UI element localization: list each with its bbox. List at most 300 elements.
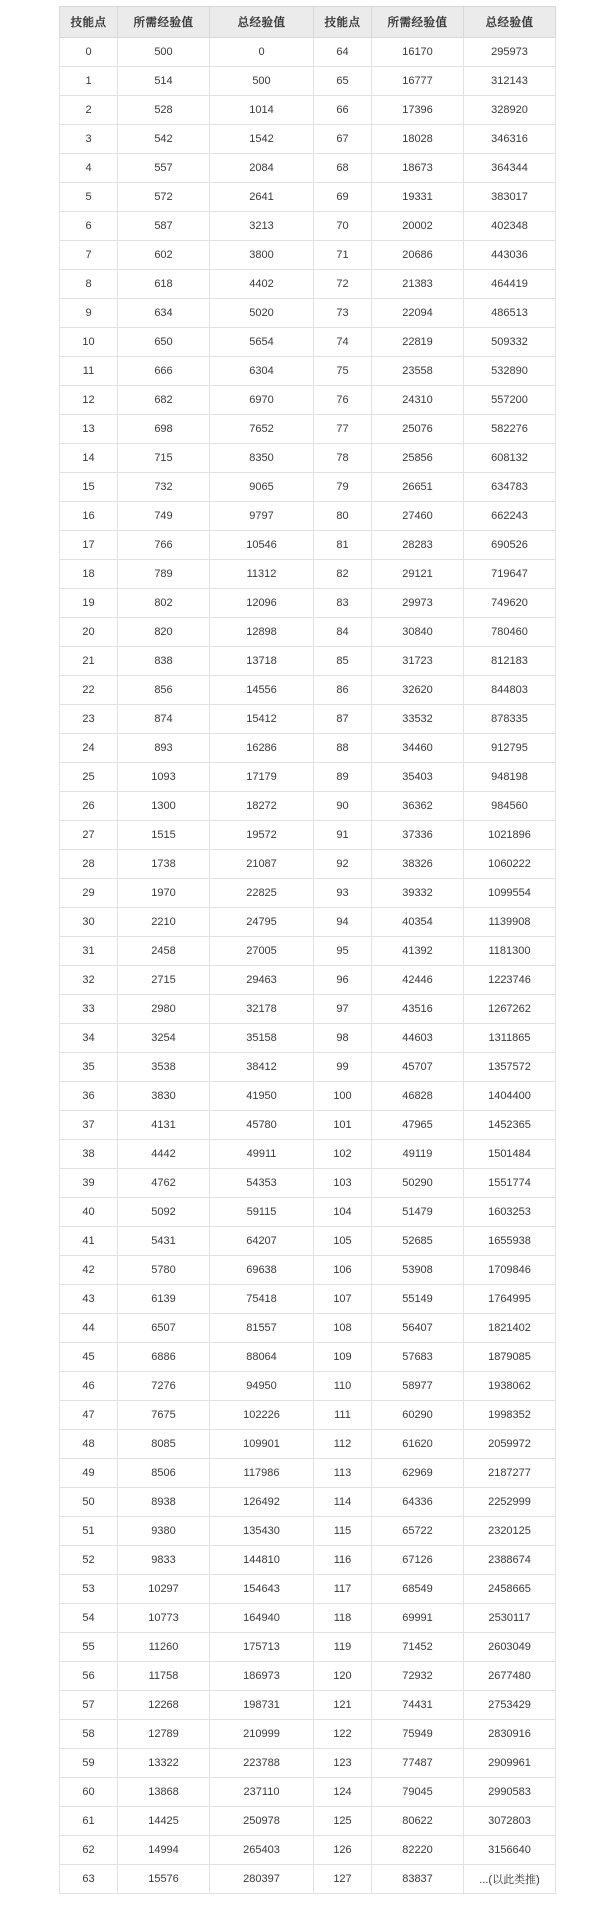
table-cell: 109 [314,1343,372,1372]
table-cell: 65722 [372,1517,464,1546]
table-cell: 80 [314,502,372,531]
table-cell: 83 [314,589,372,618]
table-cell: 43516 [372,995,464,1024]
table-cell: ...(以此类推) [464,1865,556,1894]
table-row [60,1633,556,1662]
table-cell: 94 [314,908,372,937]
table-cell: 17179 [210,763,314,792]
table-cell: 29 [60,879,118,908]
table-cell: 2753429 [464,1691,556,1720]
table-row [60,1169,556,1198]
table-cell: 71452 [372,1633,464,1662]
table-cell: 10546 [210,531,314,560]
table-cell: 19 [60,589,118,618]
table-cell: 557200 [464,386,556,415]
table-cell: 164940 [210,1604,314,1633]
column-header-skill-point-left: 技能点 [60,7,118,38]
table-cell: 1764995 [464,1285,556,1314]
table-cell: 2603049 [464,1633,556,1662]
table-cell: 1603253 [464,1198,556,1227]
table-cell: 16777 [372,67,464,96]
table-cell: 52685 [372,1227,464,1256]
table-cell: 83837 [372,1865,464,1894]
table-row [60,1430,556,1459]
table-cell: 2458665 [464,1575,556,1604]
table-cell: 237110 [210,1778,314,1807]
table-cell: 53908 [372,1256,464,1285]
table-cell: 18028 [372,125,464,154]
table-row [60,1488,556,1517]
table-cell: 39 [60,1169,118,1198]
table-cell: 18673 [372,154,464,183]
table-cell: 20 [60,618,118,647]
table-cell: 4762 [118,1169,210,1198]
table-cell: 1139908 [464,908,556,937]
table-cell: 22 [60,676,118,705]
table-cell: 1223746 [464,966,556,995]
table-cell: 280397 [210,1865,314,1894]
table-cell: 66 [314,96,372,125]
table-cell: 2187277 [464,1459,556,1488]
table-cell: 1014 [210,96,314,125]
table-cell: 6304 [210,357,314,386]
table-cell: 36362 [372,792,464,821]
table-cell: 812183 [464,647,556,676]
table-cell: 364344 [464,154,556,183]
table-cell: 30840 [372,618,464,647]
table-cell: 1404400 [464,1082,556,1111]
table-row [60,531,556,560]
table-cell: 5020 [210,299,314,328]
table-cell: 45780 [210,1111,314,1140]
table-cell: 7675 [118,1401,210,1430]
table-cell: 1357572 [464,1053,556,1082]
table-cell: 8506 [118,1459,210,1488]
table-cell: 6 [60,212,118,241]
table-cell: 732 [118,473,210,502]
table-cell: 88 [314,734,372,763]
table-cell: 3800 [210,241,314,270]
table-cell: 107 [314,1285,372,1314]
table-header-row [60,7,556,38]
table-row [60,705,556,734]
table-cell: 61 [60,1807,118,1836]
table-cell: 838 [118,647,210,676]
table-cell: 32 [60,966,118,995]
table-cell: 64 [314,38,372,67]
table-row [60,386,556,415]
table-cell: 50 [60,1488,118,1517]
table-cell: 2320125 [464,1517,556,1546]
skill-exp-table [59,6,556,1894]
table-cell: 250978 [210,1807,314,1836]
table-cell: 12096 [210,589,314,618]
table-cell: 39332 [372,879,464,908]
table-cell: 41392 [372,937,464,966]
table-cell: 117986 [210,1459,314,1488]
table-row [60,1372,556,1401]
table-cell: 32178 [210,995,314,1024]
table-cell: 60290 [372,1401,464,1430]
table-cell: 23 [60,705,118,734]
table-cell: 514 [118,67,210,96]
table-cell: 98 [314,1024,372,1053]
table-cell: 8938 [118,1488,210,1517]
table-cell: 3 [60,125,118,154]
table-row [60,1401,556,1430]
table-cell: 3156640 [464,1836,556,1865]
table-cell: 21087 [210,850,314,879]
table-cell: 789 [118,560,210,589]
table-cell: 749620 [464,589,556,618]
table-cell: 2641 [210,183,314,212]
table-cell: 49911 [210,1140,314,1169]
table-row [60,1604,556,1633]
table-cell: 749 [118,502,210,531]
table-cell: 15412 [210,705,314,734]
table-cell: 402348 [464,212,556,241]
table-cell: 77487 [372,1749,464,1778]
table-cell: 96 [314,966,372,995]
table-cell: 984560 [464,792,556,821]
table-cell: 74431 [372,1691,464,1720]
table-row [60,879,556,908]
table-row [60,1836,556,1865]
table-cell: 14425 [118,1807,210,1836]
table-row [60,792,556,821]
table-cell: 2 [60,96,118,125]
table-cell: 71 [314,241,372,270]
table-cell: 122 [314,1720,372,1749]
table-cell: 557 [118,154,210,183]
table-cell: 64207 [210,1227,314,1256]
table-cell: 1998352 [464,1401,556,1430]
table-cell: 102 [314,1140,372,1169]
table-cell: 124 [314,1778,372,1807]
table-row [60,937,556,966]
table-cell: 67 [314,125,372,154]
table-cell: 89 [314,763,372,792]
table-row [60,734,556,763]
table-cell: 2388674 [464,1546,556,1575]
table-cell: 383017 [464,183,556,212]
table-cell: 34460 [372,734,464,763]
table-row [60,1459,556,1488]
table-row [60,1865,556,1894]
table-cell: 1311865 [464,1024,556,1053]
table-row [60,763,556,792]
table-cell: 38412 [210,1053,314,1082]
table-cell: 22819 [372,328,464,357]
table-cell: 634 [118,299,210,328]
table-cell: 874 [118,705,210,734]
table-cell: 104 [314,1198,372,1227]
table-cell: 9797 [210,502,314,531]
table-cell: 25 [60,763,118,792]
table-row [60,1343,556,1372]
table-cell: 11260 [118,1633,210,1662]
table-cell: 62 [60,1836,118,1865]
table-cell: 64336 [372,1488,464,1517]
table-cell: 20002 [372,212,464,241]
table-cell: 126 [314,1836,372,1865]
table-cell: 111 [314,1401,372,1430]
table-cell: 4131 [118,1111,210,1140]
column-header-required-exp-right: 所需经验值 [372,7,464,38]
table-cell: 57683 [372,1343,464,1372]
table-row [60,502,556,531]
table-cell: 1655938 [464,1227,556,1256]
table-cell: 4442 [118,1140,210,1169]
table-cell: 52 [60,1546,118,1575]
table-cell: 5092 [118,1198,210,1227]
table-cell: 948198 [464,763,556,792]
table-cell: 37 [60,1111,118,1140]
table-cell: 44 [60,1314,118,1343]
table-cell: 312143 [464,67,556,96]
table-cell: 70 [314,212,372,241]
table-cell: 59 [60,1749,118,1778]
table-cell: 8350 [210,444,314,473]
table-cell: 58 [60,1720,118,1749]
table-cell: 6139 [118,1285,210,1314]
table-cell: 19572 [210,821,314,850]
table-cell: 5780 [118,1256,210,1285]
table-cell: 11758 [118,1662,210,1691]
table-row [60,125,556,154]
table-row [60,212,556,241]
table-cell: 16 [60,502,118,531]
table-cell: 25076 [372,415,464,444]
table-cell: 532890 [464,357,556,386]
table-row [60,647,556,676]
table-cell: 780460 [464,618,556,647]
table-cell: 175713 [210,1633,314,1662]
table-cell: 7652 [210,415,314,444]
table-cell: 719647 [464,560,556,589]
table-cell: 35158 [210,1024,314,1053]
table-cell: 3254 [118,1024,210,1053]
table-cell: 486513 [464,299,556,328]
table-cell: 38 [60,1140,118,1169]
table-row [60,241,556,270]
table-cell: 582276 [464,415,556,444]
table-cell: 21383 [372,270,464,299]
table-cell: 63 [60,1865,118,1894]
table-cell: 893 [118,734,210,763]
column-header-skill-point-right: 技能点 [314,7,372,38]
table-cell: 328920 [464,96,556,125]
table-row [60,183,556,212]
table-row [60,1778,556,1807]
table-cell: 9380 [118,1517,210,1546]
table-cell: 346316 [464,125,556,154]
table-cell: 443036 [464,241,556,270]
table-cell: 2059972 [464,1430,556,1459]
table-row [60,676,556,705]
table-row [60,1198,556,1227]
table-cell: 101 [314,1111,372,1140]
table-cell: 6507 [118,1314,210,1343]
table-cell: 112 [314,1430,372,1459]
table-cell: 1501484 [464,1140,556,1169]
table-cell: 114 [314,1488,372,1517]
table-row [60,966,556,995]
table-cell: 16170 [372,38,464,67]
table-cell: 15576 [118,1865,210,1894]
table-cell: 12268 [118,1691,210,1720]
table-cell: 10773 [118,1604,210,1633]
table-cell: 75949 [372,1720,464,1749]
table-cell: 48 [60,1430,118,1459]
table-row [60,328,556,357]
table-cell: 2715 [118,966,210,995]
table-cell: 33532 [372,705,464,734]
table-cell: 17 [60,531,118,560]
table-row [60,1662,556,1691]
table-cell: 33 [60,995,118,1024]
table-cell: 46828 [372,1082,464,1111]
table-row [60,560,556,589]
table-cell: 1 [60,67,118,96]
table-cell: 74 [314,328,372,357]
table-cell: 51 [60,1517,118,1546]
table-cell: 49119 [372,1140,464,1169]
table-cell: 29463 [210,966,314,995]
table-cell: 79045 [372,1778,464,1807]
table-cell: 572 [118,183,210,212]
table-cell: 29973 [372,589,464,618]
table-cell: 108 [314,1314,372,1343]
table-row [60,995,556,1024]
table-cell: 81 [314,531,372,560]
table-cell: 2990583 [464,1778,556,1807]
table-cell: 4402 [210,270,314,299]
column-header-required-exp-left: 所需经验值 [118,7,210,38]
table-row [60,1749,556,1778]
table-row [60,38,556,67]
table-row [60,1053,556,1082]
table-cell: 500 [118,38,210,67]
table-cell: 31 [60,937,118,966]
table-cell: 24795 [210,908,314,937]
table-cell: 125 [314,1807,372,1836]
table-cell: 57 [60,1691,118,1720]
table-cell: 3538 [118,1053,210,1082]
table-cell: 68549 [372,1575,464,1604]
table-cell: 55149 [372,1285,464,1314]
table-cell: 223788 [210,1749,314,1778]
table-cell: 135430 [210,1517,314,1546]
table-row [60,270,556,299]
table-cell: 85 [314,647,372,676]
table-cell: 35 [60,1053,118,1082]
table-cell: 92 [314,850,372,879]
page-container [0,6,615,1894]
table-cell: 58977 [372,1372,464,1401]
table-cell: 1738 [118,850,210,879]
table-cell: 118 [314,1604,372,1633]
table-cell: 1515 [118,821,210,850]
table-row [60,473,556,502]
table-cell: 45 [60,1343,118,1372]
table-cell: 295973 [464,38,556,67]
table-cell: 15 [60,473,118,502]
table-cell: 2677480 [464,1662,556,1691]
table-cell: 1021896 [464,821,556,850]
table-cell: 41 [60,1227,118,1256]
table-cell: 110 [314,1372,372,1401]
table-cell: 95 [314,937,372,966]
table-cell: 198731 [210,1691,314,1720]
table-cell: 72 [314,270,372,299]
table-cell: 90 [314,792,372,821]
table-cell: 82 [314,560,372,589]
table-cell: 102226 [210,1401,314,1430]
table-cell: 121 [314,1691,372,1720]
table-cell: 0 [60,38,118,67]
table-cell: 12898 [210,618,314,647]
table-cell: 17396 [372,96,464,125]
table-row [60,589,556,618]
table-cell: 154643 [210,1575,314,1604]
table-cell: 109901 [210,1430,314,1459]
table-cell: 68 [314,154,372,183]
table-cell: 127 [314,1865,372,1894]
table-cell: 126492 [210,1488,314,1517]
table-cell: 106 [314,1256,372,1285]
table-cell: 73 [314,299,372,328]
table-cell: 60 [60,1778,118,1807]
table-cell: 59115 [210,1198,314,1227]
table-cell: 856 [118,676,210,705]
table-cell: 509332 [464,328,556,357]
table-cell: 690526 [464,531,556,560]
table-cell: 26651 [372,473,464,502]
table-cell: 5654 [210,328,314,357]
table-cell: 878335 [464,705,556,734]
table-cell: 93 [314,879,372,908]
table-cell: 13868 [118,1778,210,1807]
table-cell: 77 [314,415,372,444]
table-cell: 1300 [118,792,210,821]
table-cell: 46 [60,1372,118,1401]
table-cell: 2084 [210,154,314,183]
table-cell: 844803 [464,676,556,705]
table-cell: 97 [314,995,372,1024]
table-cell: 186973 [210,1662,314,1691]
table-cell: 84 [314,618,372,647]
table-row [60,1314,556,1343]
table-cell: 78 [314,444,372,473]
table-cell: 82220 [372,1836,464,1865]
table-row [60,1082,556,1111]
table-cell: 75418 [210,1285,314,1314]
table-cell: 115 [314,1517,372,1546]
table-cell: 634783 [464,473,556,502]
table-cell: 80622 [372,1807,464,1836]
table-cell: 61620 [372,1430,464,1459]
table-cell: 43 [60,1285,118,1314]
table-cell: 820 [118,618,210,647]
table-cell: 5 [60,183,118,212]
table-cell: 27 [60,821,118,850]
table-cell: 12 [60,386,118,415]
table-cell: 7276 [118,1372,210,1401]
table-cell: 105 [314,1227,372,1256]
table-row [60,821,556,850]
table-cell: 76 [314,386,372,415]
